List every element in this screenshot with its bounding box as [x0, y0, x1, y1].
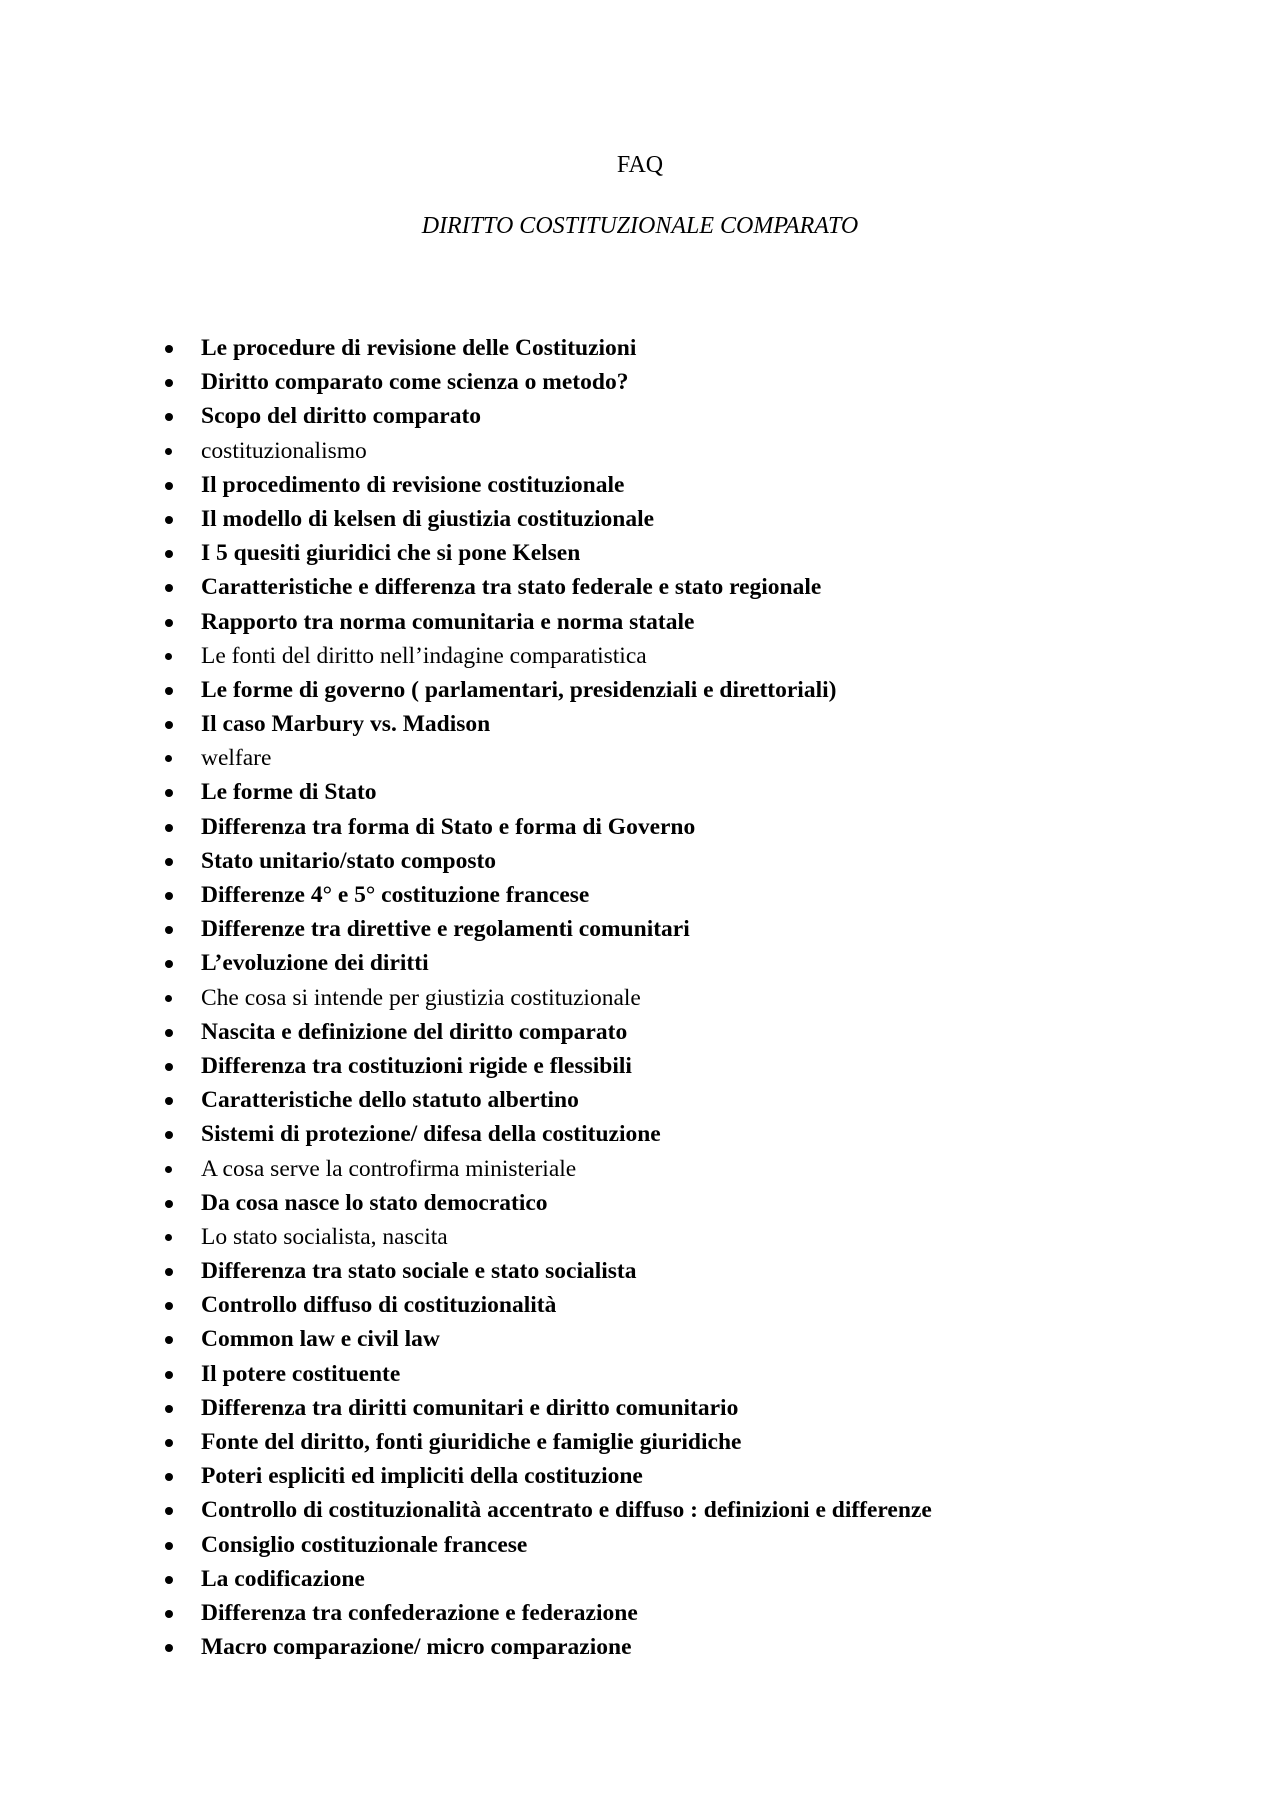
list-item-text: Poteri espliciti ed impliciti della costituzione: [201, 1463, 643, 1490]
bullet-icon: [165, 619, 173, 627]
bullet-icon: [165, 789, 173, 797]
list-item: [160, 1186, 1160, 1220]
list-item-text: Da cosa nasce lo stato democratico: [201, 1189, 548, 1216]
bullet-icon: [165, 1302, 173, 1310]
list-item-text: Le forme di governo ( parlamentari, presidenziali e direttoriali): [201, 676, 837, 703]
list-item: [160, 1596, 1160, 1630]
list-item: [160, 365, 1160, 399]
list-item-text: Differenza tra confederazione e federazione: [201, 1599, 638, 1626]
list-item-text: A cosa serve la controfirma ministeriale: [201, 1155, 577, 1182]
bullet-icon: [165, 1371, 173, 1379]
list-item-text: Macro comparazione/ micro comparazione: [201, 1634, 632, 1661]
list-item: [160, 810, 1160, 844]
bullet-icon: [165, 653, 172, 660]
list-item: [160, 1528, 1160, 1562]
list-item-text: Il procedimento di revisione costituzionale: [201, 471, 625, 498]
bullet-icon: [165, 1268, 173, 1276]
list-item-text: Controllo diffuso di costituzionalità: [201, 1292, 557, 1319]
list-item: [160, 946, 1160, 980]
bullet-icon: [165, 1166, 172, 1173]
list-item-text: Differenza tra stato sociale e stato socialista: [201, 1258, 637, 1285]
list-item-text: Scopo del diritto comparato: [201, 403, 482, 430]
list-item: [160, 707, 1160, 741]
bullet-icon: [165, 1097, 173, 1105]
bullet-icon: [165, 858, 173, 866]
list-item-text: Caratteristiche dello statuto albertino: [201, 1087, 579, 1114]
list-item: [160, 1015, 1160, 1049]
list-item-text: welfare: [201, 745, 272, 772]
list-item: [160, 570, 1160, 604]
list-item: [160, 331, 1160, 365]
list-item: [160, 1391, 1160, 1425]
list-item-text: Lo stato socialista, nascita: [201, 1223, 448, 1250]
list-item: [160, 1493, 1160, 1527]
bullet-icon: [165, 1644, 173, 1652]
list-item-text: Differenze tra direttive e regolamenti comunitari: [201, 916, 690, 943]
list-item-text: Differenza tra costituzioni rigide e flessibili: [201, 1052, 632, 1079]
list-item-text: Stato unitario/stato composto: [201, 847, 497, 874]
list-item-text: Rapporto tra norma comunitaria e norma statale: [201, 608, 695, 635]
list-item: [160, 741, 1160, 775]
bullet-icon: [165, 379, 173, 387]
bullet-icon: [165, 960, 173, 968]
list-item: [160, 536, 1160, 570]
bullet-icon: [165, 926, 173, 934]
list-item-text: Differenza tra forma di Stato e forma di Governo: [201, 813, 696, 840]
list-item: [160, 434, 1160, 468]
bullet-icon: [165, 687, 173, 695]
bullet-icon: [165, 824, 173, 832]
bullet-icon: [165, 1029, 173, 1037]
bullet-icon: [165, 1610, 173, 1618]
list-item: [160, 639, 1160, 673]
bullet-icon: [165, 1439, 173, 1447]
faq-list: [160, 331, 1160, 1664]
bullet-icon: [165, 892, 173, 900]
document-subtitle: DIRITTO COSTITUZIONALE COMPARATO: [421, 213, 859, 239]
list-item-text: La codificazione: [201, 1565, 365, 1592]
list-item: [160, 1049, 1160, 1083]
list-item-text: Le forme di Stato: [201, 779, 377, 806]
list-item-text: Controllo di costituzionalità accentrato e diffuso : definizioni e differenze: [201, 1497, 932, 1524]
bullet-icon: [165, 345, 173, 353]
list-item-text: Differenze 4° e 5° costituzione francese: [201, 882, 590, 908]
bullet-icon: [165, 516, 173, 524]
list-item-text: Caratteristiche e differenza tra stato federale e stato regionale: [201, 574, 822, 601]
list-item: [160, 1630, 1160, 1664]
bullet-icon: [165, 1405, 173, 1413]
bullet-icon: [165, 1507, 173, 1515]
bullet-icon: [165, 1200, 173, 1208]
bullet-icon: [165, 448, 172, 455]
list-item: [160, 1357, 1160, 1391]
list-item: [160, 844, 1160, 878]
bullet-icon: [165, 1576, 173, 1584]
list-item: [160, 775, 1160, 809]
list-item: [160, 1288, 1160, 1322]
bullet-icon: [165, 482, 173, 490]
list-item: [160, 1083, 1160, 1117]
bullet-icon: [165, 413, 173, 421]
list-item: [160, 912, 1160, 946]
list-item-text: Il modello di kelsen di giustizia costituzionale: [201, 505, 655, 532]
list-item-text: Il caso Marbury vs. Madison: [201, 711, 491, 738]
list-item: [160, 1562, 1160, 1596]
list-item: [160, 502, 1160, 536]
list-item-text: I 5 quesiti giuridici che si pone Kelsen: [201, 540, 581, 567]
list-item-text: Diritto comparato come scienza o metodo?: [201, 369, 629, 396]
list-item-text: Le procedure di revisione delle Costituzioni: [201, 335, 637, 361]
document-title: FAQ: [616, 152, 664, 178]
list-item-text: L’evoluzione dei diritti: [201, 950, 429, 977]
bullet-icon: [165, 1063, 173, 1071]
bullet-icon: [165, 1234, 172, 1241]
list-item-text: Common law e civil law: [201, 1326, 440, 1353]
list-item: [160, 1220, 1160, 1254]
bullet-icon: [165, 1542, 173, 1550]
list-item: [160, 605, 1160, 639]
list-item-text: Nascita e definizione del diritto comparato: [201, 1018, 628, 1045]
list-item: [160, 673, 1160, 707]
list-item: [160, 981, 1160, 1015]
list-item-text: Sistemi di protezione/ difesa della costituzione: [201, 1121, 661, 1148]
list-item: [160, 1117, 1160, 1151]
bullet-icon: [165, 755, 172, 762]
list-item-text: Le fonti del diritto nell’indagine comparatistica: [201, 642, 647, 669]
list-item-text: Il potere costituente: [201, 1360, 401, 1387]
bullet-icon: [165, 721, 173, 729]
bullet-icon: [165, 584, 173, 592]
bullet-icon: [165, 995, 172, 1002]
list-item-text: Consiglio costituzionale francese: [201, 1531, 528, 1558]
bullet-icon: [165, 1473, 173, 1481]
list-item-text: Fonte del diritto, fonti giuridiche e famiglie giuridiche: [201, 1429, 742, 1455]
list-item: [160, 1254, 1160, 1288]
list-item-text: costituzionalismo: [201, 437, 367, 464]
list-item: [160, 468, 1160, 502]
bullet-icon: [165, 1131, 173, 1139]
list-item: [160, 878, 1160, 912]
list-item-text: Differenza tra diritti comunitari e diritto comunitario: [201, 1394, 739, 1421]
list-item: [160, 1322, 1160, 1356]
list-item: [160, 1425, 1160, 1459]
list-item-text: Che cosa si intende per giustizia costituzionale: [201, 984, 641, 1011]
bullet-icon: [165, 1336, 173, 1344]
list-item: [160, 399, 1160, 433]
list-item: [160, 1459, 1160, 1493]
list-item: [160, 1152, 1160, 1186]
bullet-icon: [165, 550, 173, 558]
